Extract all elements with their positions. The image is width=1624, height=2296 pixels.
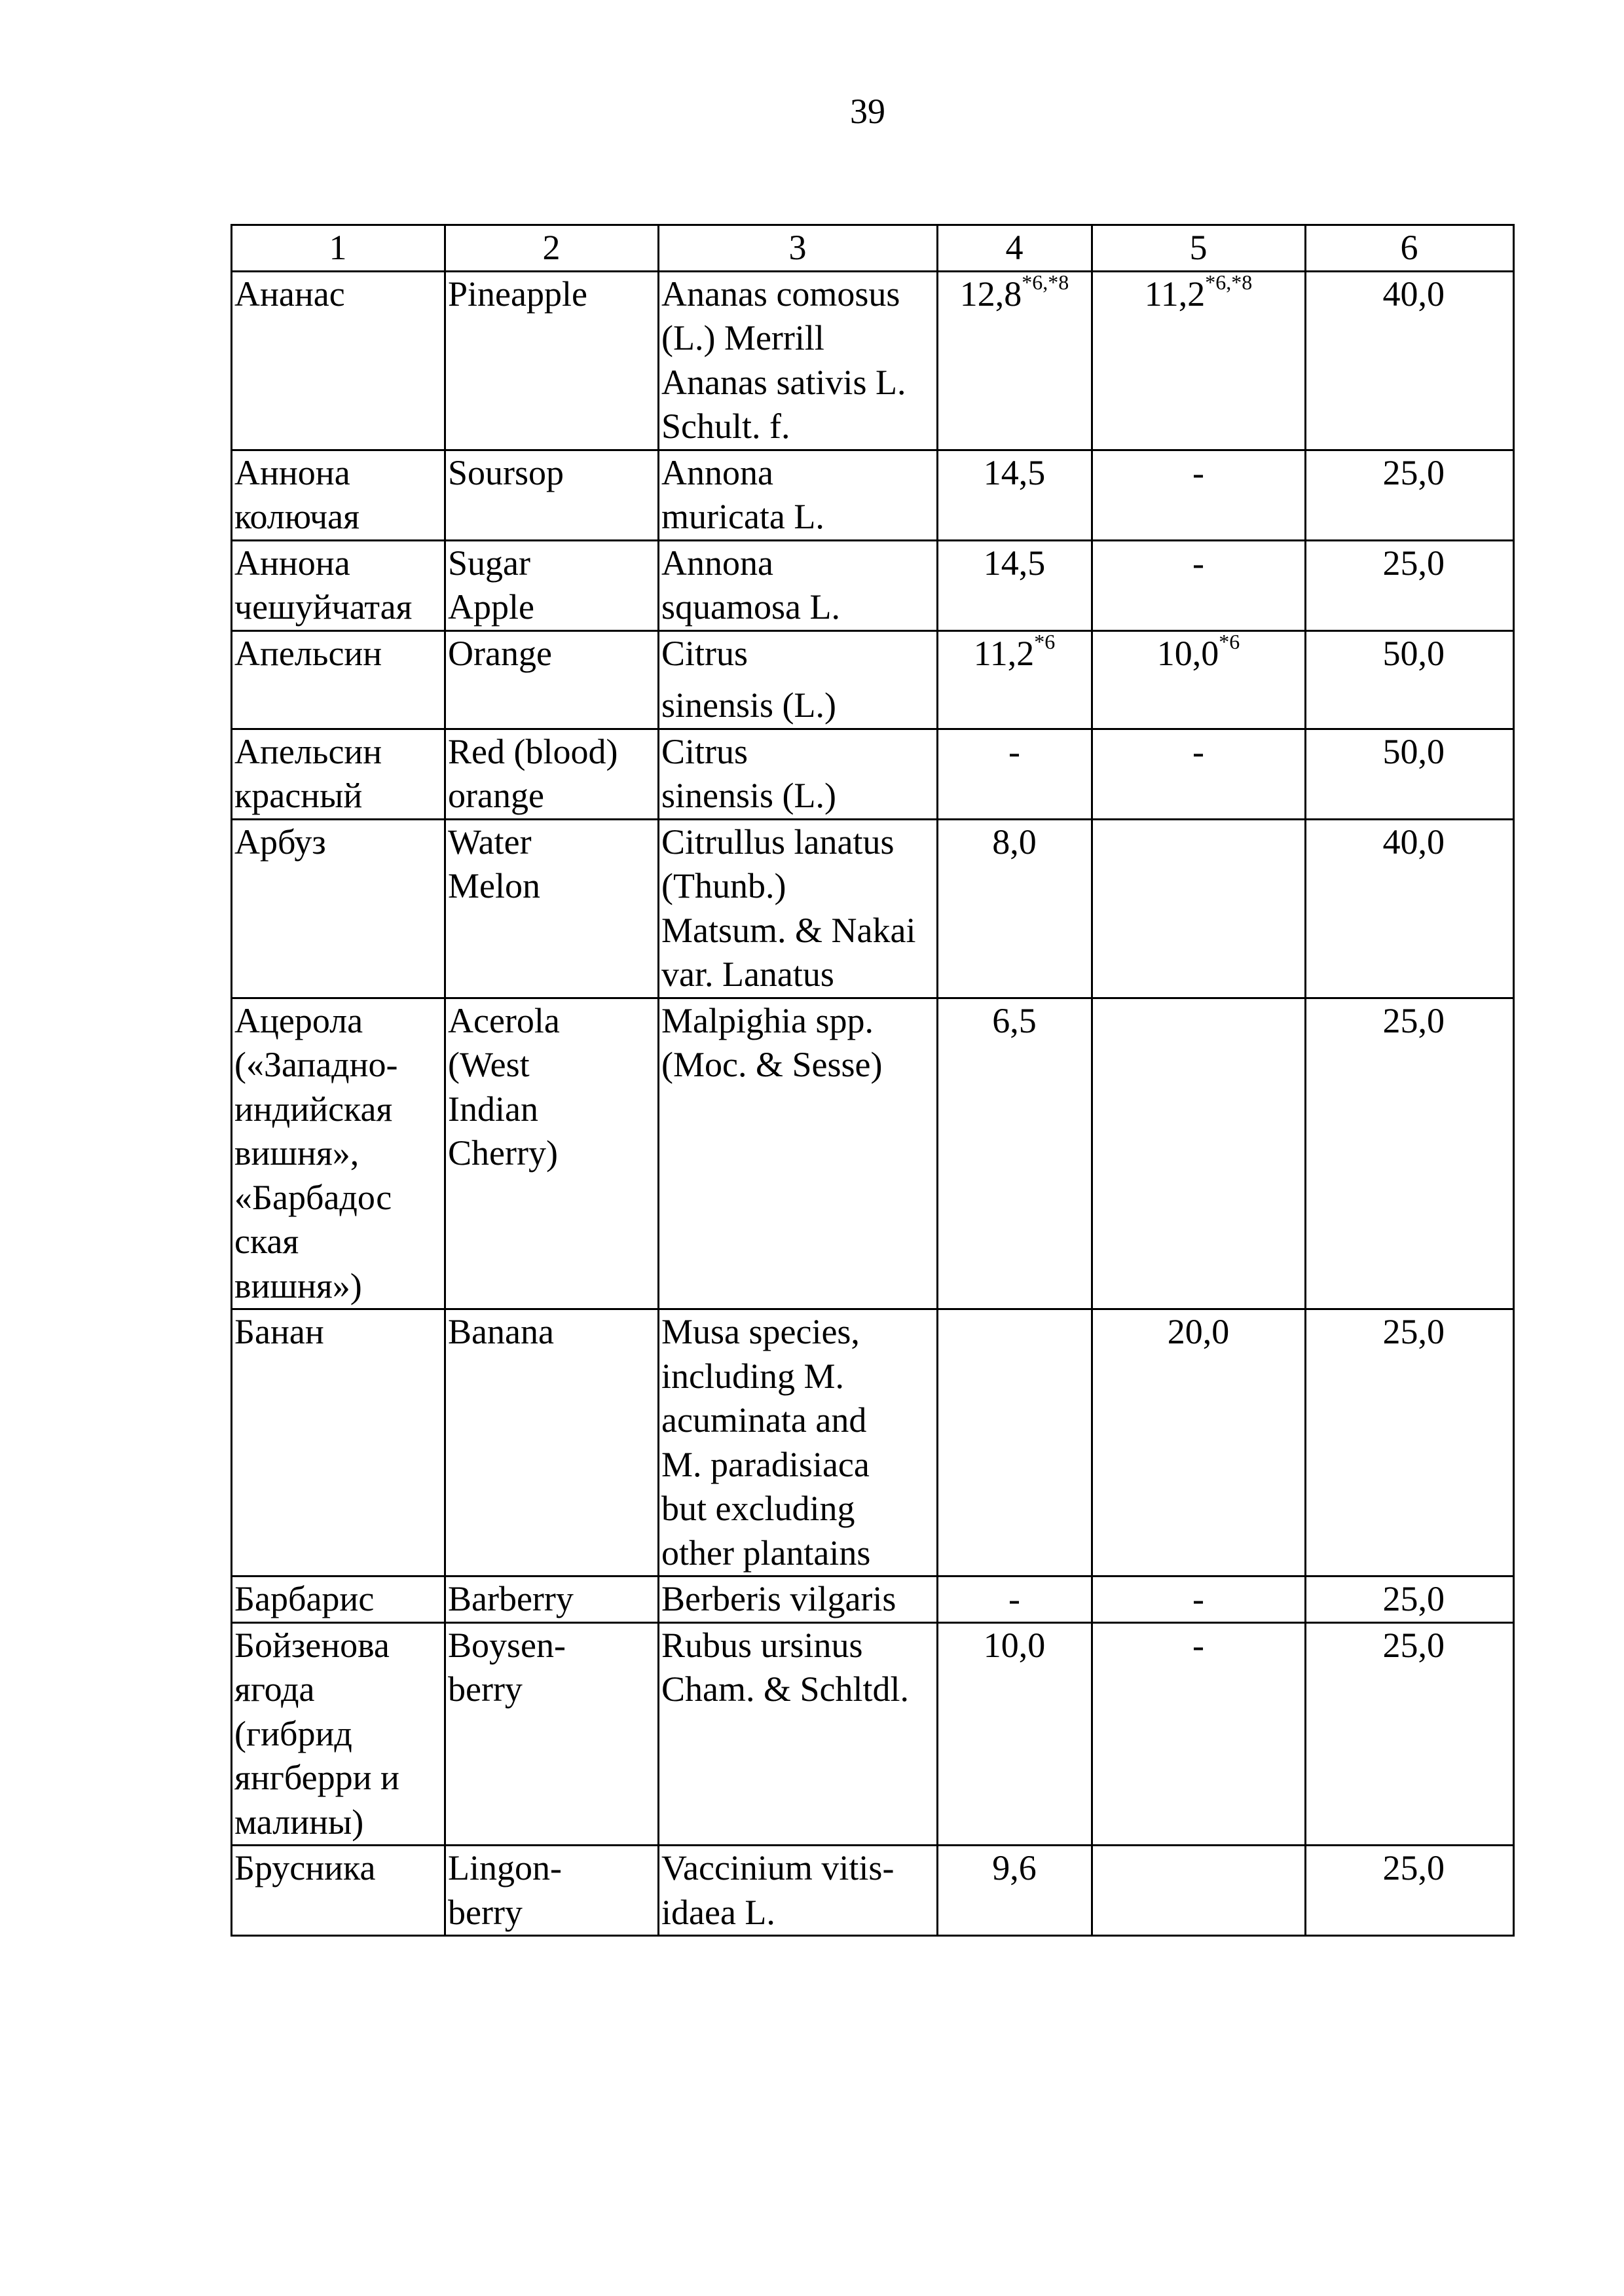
latin-name-cell-line: (Thunb.) (661, 866, 786, 905)
column-5-cell (1092, 998, 1306, 1309)
column-4-cell (938, 819, 1092, 998)
column-5-cell (1092, 1846, 1306, 1936)
column-4-cell (938, 540, 1092, 630)
russian-name-cell-line: Апельсин (234, 731, 382, 771)
english-name-cell-line: Sugar (448, 543, 530, 583)
column-4-cell (938, 630, 1092, 729)
column-6-cell-value: 25,0 (1382, 1848, 1445, 1887)
column-5-cell-value: - (1192, 731, 1204, 771)
column-4-cell (938, 1309, 1092, 1576)
russian-name-cell-line: вишня») (234, 1266, 362, 1305)
column-4-cell (938, 1846, 1092, 1936)
russian-name-cell-line: Апельсин (234, 633, 382, 673)
column-header: 5 (1092, 225, 1306, 272)
column-4-cell-value: - (1008, 1579, 1020, 1618)
russian-name-cell-line: Бойзенова (234, 1625, 390, 1665)
english-name-cell (445, 630, 659, 729)
column-6-cell-value: 25,0 (1382, 1625, 1445, 1665)
column-header: 1 (232, 225, 445, 272)
english-name-cell (445, 1622, 659, 1846)
latin-name-cell (659, 630, 938, 729)
english-name-cell-line: Soursop (448, 452, 564, 492)
english-name-cell (445, 998, 659, 1309)
english-name-cell-line: (West (448, 1045, 530, 1084)
english-name-cell-line: Apple (448, 587, 534, 627)
column-5-cell (1092, 1622, 1306, 1846)
latin-name-cell-line: Citrus (661, 731, 748, 771)
column-4-cell-value: 10,0 (983, 1625, 1046, 1665)
english-name-cell (445, 1309, 659, 1576)
table-row (232, 1622, 1514, 1846)
russian-name-cell-line: ягода (234, 1669, 315, 1709)
column-5-cell-value: - (1192, 1625, 1204, 1665)
russian-name-cell-line: Аннона (234, 543, 350, 583)
russian-name-cell (232, 998, 445, 1309)
column-4-cell (938, 998, 1092, 1309)
english-name-cell-line: Lingon- (448, 1848, 562, 1887)
russian-name-cell-line: красный (234, 776, 363, 815)
column-4-cell-value: 14,5 (983, 543, 1046, 583)
column-header: 3 (659, 225, 938, 272)
column-5-cell (1092, 540, 1306, 630)
russian-name-cell-line: колючая (234, 497, 360, 536)
table-row (232, 630, 1514, 729)
column-header: 6 (1306, 225, 1514, 272)
english-name-cell-line: Melon (448, 866, 540, 905)
latin-name-cell-line: sinensis (L.) (661, 776, 836, 815)
column-4-cell (938, 729, 1092, 819)
column-6-cell-value: 25,0 (1382, 1000, 1445, 1040)
latin-name-cell-line: Citrullus lanatus (661, 822, 895, 862)
english-name-cell (445, 450, 659, 540)
column-4-cell-value: - (1008, 731, 1020, 771)
table-header-row (232, 225, 1514, 272)
table-row (232, 1846, 1514, 1936)
russian-name-cell-line: («Западно- (234, 1045, 398, 1084)
english-name-cell (445, 1576, 659, 1623)
column-6-cell-value: 25,0 (1382, 452, 1445, 492)
column-6-cell-value: 25,0 (1382, 543, 1445, 583)
column-4-cell (938, 271, 1092, 450)
column-5-cell (1092, 450, 1306, 540)
russian-name-cell (232, 1576, 445, 1623)
russian-name-cell (232, 1846, 445, 1936)
column-5-cell (1092, 819, 1306, 998)
column-6-cell-value: 25,0 (1382, 1312, 1445, 1351)
latin-name-cell (659, 729, 938, 819)
latin-name-cell-line: Rubus ursinus (661, 1625, 863, 1665)
english-name-cell-line: Barberry (448, 1579, 574, 1618)
russian-name-cell (232, 271, 445, 450)
table-row (232, 450, 1514, 540)
latin-name-cell-line: Annona (661, 543, 773, 583)
column-5-cell (1092, 630, 1306, 729)
latin-name-cell (659, 1576, 938, 1623)
column-5-cell-footnote-mark: *6,*8 (1205, 271, 1253, 294)
column-4-cell-value: 9,6 (992, 1848, 1037, 1887)
table-row (232, 540, 1514, 630)
table-row (232, 998, 1514, 1309)
russian-name-cell (232, 630, 445, 729)
english-name-cell (445, 819, 659, 998)
russian-name-cell-line: «Барбадос (234, 1177, 392, 1217)
english-name-cell-line: berry (448, 1892, 523, 1932)
russian-name-cell-line: Банан (234, 1312, 324, 1351)
english-name-cell (445, 1846, 659, 1936)
russian-name-cell (232, 1309, 445, 1576)
latin-name-cell-line: Matsum. & Nakai (661, 910, 916, 950)
column-5-cell-value: 10,0 (1156, 633, 1219, 673)
fruit-table (231, 224, 1515, 1937)
english-name-cell-line: Water (448, 822, 532, 862)
russian-name-cell (232, 819, 445, 998)
column-6-cell (1306, 729, 1514, 819)
column-6-cell-value: 50,0 (1382, 633, 1445, 673)
column-5-cell (1092, 1576, 1306, 1623)
column-6-cell (1306, 1309, 1514, 1576)
russian-name-cell-line: индийская (234, 1089, 393, 1129)
latin-name-cell (659, 271, 938, 450)
column-6-cell (1306, 450, 1514, 540)
column-5-cell (1092, 729, 1306, 819)
column-6-cell (1306, 630, 1514, 729)
latin-name-cell-line: Cham. & Schltdl. (661, 1669, 909, 1709)
english-name-cell-line: Orange (448, 633, 552, 673)
russian-name-cell (232, 540, 445, 630)
russian-name-cell-line: малины) (234, 1802, 364, 1842)
russian-name-cell (232, 729, 445, 819)
column-4-cell-value: 8,0 (992, 822, 1037, 862)
column-4-cell-value: 11,2 (973, 633, 1035, 673)
column-header: 4 (938, 225, 1092, 272)
english-name-cell-line: Acerola (448, 1000, 560, 1040)
latin-name-cell (659, 1846, 938, 1936)
column-6-cell-value: 40,0 (1382, 822, 1445, 862)
column-6-cell-value: 25,0 (1382, 1579, 1445, 1618)
latin-name-cell-line: Vaccinium vitis- (661, 1848, 895, 1887)
russian-name-cell-line: Барбарис (234, 1579, 375, 1618)
latin-name-cell-line: acuminata and (661, 1400, 867, 1440)
english-name-cell (445, 729, 659, 819)
column-6-cell-value: 50,0 (1382, 731, 1445, 771)
column-5-cell-value: - (1192, 452, 1204, 492)
latin-name-cell (659, 1309, 938, 1576)
column-6-cell-value: 40,0 (1382, 274, 1445, 314)
column-6-cell (1306, 819, 1514, 998)
latin-name-cell-line: sinensis (L.) (661, 685, 836, 725)
latin-name-cell-line: but excluding (661, 1489, 855, 1528)
latin-name-cell-line: (Moc. & Sesse) (661, 1045, 883, 1084)
latin-name-cell-line: Citrus (661, 633, 748, 673)
russian-name-cell (232, 1622, 445, 1846)
latin-name-cell (659, 998, 938, 1309)
russian-name-cell-line: вишня», (234, 1133, 360, 1173)
russian-name-cell-line: Ацерола (234, 1000, 363, 1040)
latin-name-cell-line: (L.) Merrill (661, 318, 824, 357)
table-row (232, 271, 1514, 450)
column-6-cell (1306, 271, 1514, 450)
russian-name-cell-line: Ананас (234, 274, 345, 314)
table-row (232, 1309, 1514, 1576)
column-6-cell (1306, 1846, 1514, 1936)
latin-name-cell-line: Malpighia spp. (661, 1000, 874, 1040)
column-4-cell-value: 14,5 (983, 452, 1046, 492)
column-4-cell (938, 450, 1092, 540)
column-4-cell (938, 1576, 1092, 1623)
russian-name-cell-line: чешуйчатая (234, 587, 413, 627)
latin-name-cell-line: Ananas comosus (661, 274, 900, 314)
latin-name-cell-line: var. Lanatus (661, 955, 834, 994)
english-name-cell-line: Red (blood) (448, 731, 618, 771)
latin-name-cell (659, 450, 938, 540)
column-5-cell-value: 11,2 (1144, 274, 1206, 314)
column-5-cell-value: - (1192, 543, 1204, 583)
latin-name-cell-line: Schult. f. (661, 407, 790, 446)
latin-name-cell (659, 819, 938, 998)
english-name-cell-line: Banana (448, 1312, 554, 1351)
russian-name-cell-line: Арбуз (234, 822, 326, 862)
column-4-cell-value: 6,5 (992, 1000, 1037, 1040)
russian-name-cell-line: ская (234, 1222, 299, 1261)
latin-name-cell-line: muricata L. (661, 497, 824, 536)
column-5-cell (1092, 271, 1306, 450)
russian-name-cell-line: (гибрид (234, 1713, 352, 1753)
column-4-cell-value: 12,8 (959, 274, 1022, 314)
column-5-cell-value: - (1192, 1579, 1204, 1618)
english-name-cell-line: Indian (448, 1089, 538, 1129)
russian-name-cell (232, 450, 445, 540)
russian-name-cell-line: Брусника (234, 1848, 376, 1887)
english-name-cell-line: orange (448, 776, 544, 815)
column-6-cell (1306, 1576, 1514, 1623)
english-name-cell (445, 271, 659, 450)
latin-name-cell-line: Musa species, (661, 1312, 860, 1351)
latin-name-cell-line: Berberis vilgaris (661, 1579, 896, 1618)
column-6-cell (1306, 998, 1514, 1309)
page-number: 39 (850, 92, 885, 131)
column-4-cell-footnote-mark: *6,*8 (1022, 271, 1069, 294)
english-name-cell-line: berry (448, 1669, 523, 1709)
english-name-cell (445, 540, 659, 630)
column-5-cell-footnote-mark: *6 (1219, 630, 1240, 653)
latin-name-cell-line: idaea L. (661, 1892, 775, 1932)
column-5-cell (1092, 1309, 1306, 1576)
english-name-cell-line: Boysen- (448, 1625, 566, 1665)
english-name-cell-line: Pineapple (448, 274, 587, 314)
column-6-cell (1306, 540, 1514, 630)
latin-name-cell-line: Ananas sativis L. (661, 362, 906, 402)
latin-name-cell-line: other plantains (661, 1533, 871, 1573)
english-name-cell-line: Cherry) (448, 1133, 558, 1173)
latin-name-cell (659, 540, 938, 630)
column-4-cell (938, 1622, 1092, 1846)
column-header: 2 (445, 225, 659, 272)
column-6-cell (1306, 1622, 1514, 1846)
table-row (232, 1576, 1514, 1623)
table-row (232, 729, 1514, 819)
russian-name-cell-line: янгберри и (234, 1758, 399, 1797)
latin-name-cell-line: M. paradisiaca (661, 1444, 870, 1484)
latin-name-cell-line: Annona (661, 452, 773, 492)
column-5-cell-value: 20,0 (1167, 1312, 1230, 1351)
table-row (232, 819, 1514, 998)
latin-name-cell-line: squamosa L. (661, 587, 840, 627)
russian-name-cell-line: Аннона (234, 452, 350, 492)
latin-name-cell-line: including M. (661, 1356, 844, 1396)
latin-name-cell (659, 1622, 938, 1846)
column-4-cell-footnote-mark: *6 (1034, 630, 1056, 653)
